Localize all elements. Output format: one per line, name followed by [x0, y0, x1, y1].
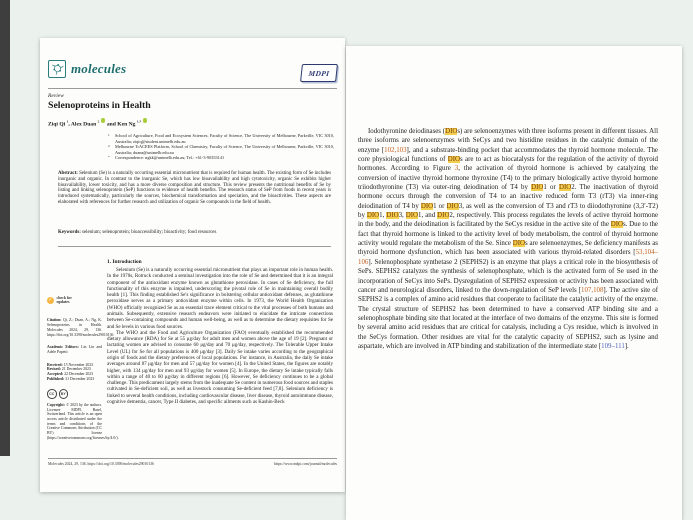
- copyright-text: © 2023 by the authors. Licensee MDPI, Basel, Switzerland. This article is an open access article distributed under the terms and conditions of the Creative Commons Attribution (CC BY) license (https://creativecommons.org/licenses/by/4.0/).: [47, 402, 119, 440]
- section-heading: 1. Introduction: [107, 259, 142, 265]
- academic-editors-label: Academic Editors:: [47, 345, 79, 350]
- paper-page-2: [346, 46, 682, 520]
- academic-editors-block: [47, 345, 102, 354]
- search-highlight: DIO: [445, 128, 458, 135]
- affiliation-marker: *: [108, 155, 110, 160]
- affiliation-text: Melbourne TrACEES Platform, School of Chemistry, Faculty of Science, The University of Melbourne, Parkville, VIC 3010, Australia; duana@unimelb.edu.au: [115, 144, 334, 155]
- text-segment: s) are selenoenzymes with three isoforms present in different tissues. All three isoforms are selenoenzymes with SeCys and two histidine residues in the catalytic domain of the enzyme [: [358, 128, 658, 154]
- body-paragraph: [358, 127, 658, 351]
- search-highlight: DIO: [447, 156, 460, 164]
- search-highlight: DIO: [405, 212, 419, 220]
- accepted-date: Accepted: 22 December 2023: [47, 372, 94, 377]
- text-segment: 1 or: [433, 202, 447, 210]
- page-footer: [48, 462, 337, 466]
- search-highlight: DIO: [366, 212, 380, 220]
- mdpi-logo-badge[interactable]: [300, 64, 338, 82]
- cc-license-icons[interactable]: [47, 389, 102, 399]
- cc-by-icon: BY: [59, 389, 69, 399]
- text-segment: 1, and: [418, 212, 438, 220]
- citation-link[interactable]: 102,103: [384, 146, 407, 154]
- published-date: Published: 31 December 2023: [47, 376, 95, 381]
- check-updates-line1: check for: [56, 296, 72, 300]
- text-segment: 1,: [379, 212, 387, 220]
- intro-paragraph-1: Selenium (Se) is a naturally occurring essential micronutrient that plays an important role in human health. In the 1970s, Rotruck conducted a seminal investigation into the role of Se and determined that it is an integral component of the antioxidant enzyme known as glutathione peroxidase. In cases of Se deficiency, the full functionality of this enzyme is impaired, underscoring the pivotal role of Se in maintaining overall bodily health [1]. This finding established Se's significance in bolstering cellular antioxidant defenses, as glutathione peroxidase serves as a primary antioxidant enzyme within cells. In 1973, the World Health Organization (WHO) officially recognized Se as an essential trace element critical to the vital processes of both humans and animals. Subsequently, extensive research endeavors were initiated to elucidate the intricate connections between Se-containing compounds and human well-being, as well as to determine the dietary requisites for Se and Se levels in various food sources.: [107, 267, 333, 330]
- check-for-updates-label: [57, 296, 72, 304]
- text-segment: , Alex Duan: [68, 121, 98, 128]
- academic-editors-names: Lin Lin and Adele Papetti: [47, 345, 102, 354]
- copyright-notice: [47, 402, 119, 441]
- affiliations-block: [108, 133, 334, 161]
- footer-rule: [48, 458, 337, 459]
- text-segment: 2, respectively. This process regulates the levels of active thyroid hormone in the body, and the deiodination is facilitated by the SeCys residue in the active site of the: [358, 212, 659, 229]
- text-segment: 3, as well as the conversion of T3 and rT3 to diiodothyronine (3,3′-T2) by: [358, 202, 658, 220]
- orcid-icon[interactable]: [143, 118, 148, 123]
- abstract-paragraph: [58, 171, 331, 206]
- affiliation-item: [108, 133, 334, 144]
- keywords-line: [58, 230, 331, 236]
- viewer-edge-strip: [0, 0, 10, 456]
- revised-date: Revised: 21 December 2023: [47, 367, 91, 372]
- footer-doi-link[interactable]: Molecules 2024, 29, 136. https://doi.org/10.3390/molecules29010136: [48, 462, 154, 466]
- affiliation-text: School of Agriculture, Food and Ecosystem Sciences, Faculty of Science, The University of Melbourne, Parkville, VIC 3010, Australia; ziqiq@student.unimelb.edu.au: [115, 133, 334, 144]
- correspondence-text[interactable]: Correspondence: ngkk@unimelb.edu.au; Tel.: +61-3-90353141: [115, 155, 225, 160]
- article-type-label: Review: [48, 93, 64, 99]
- text-segment: ]. The active site of SEPHS2 is a complex of amino acid residues that cooperate to facilitate the catalytic activity of the enzyme. The crystal structure of SEPHS2 has been determined to have a conserved ATP binding site and a selenophosphate binding site that located at the interface of two domains of the enzyme. This site is formed by several amino acid residues that are critical for catalysis, including a Cys residue, which is involved in the SeCys formation. Other residues are vital for the catalytic capacity of SEPHS2, such as lysine and aspartate, which are involved in ATP binding and stabilization of the intermediate state [: [358, 286, 658, 350]
- copyright-label: Copyright:: [47, 402, 65, 407]
- text-segment: s. Due to the fact that thyroid hormone is linked to the activity level of body metabolism, the control of thyroid hormone activity would regulate the metabolism of the Se. Since: [358, 221, 658, 248]
- text-segment: and Ken Ng: [105, 121, 137, 128]
- text-segment: ]. Selenophosphate synthetase 2 (SEPHS2) is an enzyme that plays a critical role in the biosynthesis of SePs. SEPHS2 catalyzes the synthesis of selenophosphate, which is the activated form of Se used in the incorporation of SeCys into SePs. Dysregulation of SEPHS2 expression or activity has been associated with cancer and neurological disorders, linked to the down-regulation of SeP levels [: [358, 258, 658, 294]
- text-segment: ].: [624, 342, 629, 350]
- citation-text[interactable]: Qi, Z.; Duan, A.; Ng, K. Selenoproteins in Health. Molecules 2024, 29, 136. https://doi.org/10.3390/molecules29010136: [47, 318, 114, 337]
- text-segment: 2. The inactivation of thyroid hormone occurs through the conversion of T4 to an inactive reduced form T3 (rT3) via inner-ring deiodination of T4 by: [358, 184, 658, 210]
- search-highlight: DIO: [386, 212, 399, 220]
- search-highlight: DIO: [531, 184, 544, 192]
- text-segment: s are selenoenzymes, Se deficiency manifests as thyroid hormone dysfunction, which has been associated with various thyroid-related disorders [: [358, 240, 658, 257]
- search-highlight: DIO: [437, 212, 450, 220]
- abstract-text: Selenium (Se) is a naturally occurring essential micronutrient that is required for human health. The existing form of Se includes inorganic and organic. In contrast to the inorganic Se, which has low bioavailability and high cytotoxicity, organic Se exhibits higher bioavailability, lower toxicity, and has a more diverse composition and structure. This review presents the nutritional benefits of Se by listing and linking selenoprotein (SeP) functions to evidence of health benefits. The research status of SeP from foods in recent years is introduced systematically, particularly the sources, biochemical transformation and speciation, and the bioactivities. These aspects are elaborated with references for further research and utilization of organic Se compounds in the field of health.: [58, 171, 331, 205]
- molecules-logo-icon: [48, 60, 66, 78]
- received-date: Received: 15 November 2023: [47, 362, 94, 367]
- introduction-body: [107, 267, 333, 405]
- affiliation-item: [108, 155, 334, 161]
- paper-page-1: [40, 38, 345, 492]
- header-rule: [48, 88, 337, 89]
- article-title: Selenoproteins in Health: [48, 99, 151, 111]
- citation-link[interactable]: 109–111: [601, 342, 625, 350]
- check-for-updates-badge[interactable]: [47, 296, 102, 304]
- text-segment: 1 or: [543, 184, 559, 192]
- text-segment: ], and a substrate-binding pocket that accommodates the thyroid hormone molecule. The core physiological functions of: [358, 146, 658, 164]
- citation-link[interactable]: 53,104–106: [358, 249, 658, 266]
- search-highlight: DIO: [610, 221, 623, 229]
- cc-icon: CC: [47, 389, 57, 399]
- text-segment: 1,*: [136, 119, 142, 124]
- text-segment: , the activation of thyroid hormone is achieved by catalyzing the conversion of inactive thyroid hormone thyroxine (T4) to the primary biologically active thyroid hormone triiodothyronine (T3) via outer-ring deiodination of T4 by: [358, 165, 658, 192]
- text-segment: Ziqi Qi: [48, 121, 67, 128]
- affiliation-marker: 2: [108, 144, 110, 149]
- mdpi-logo-text: MDPI: [308, 68, 330, 78]
- first-page-sidebar: [47, 296, 119, 449]
- check-icon: ✓: [48, 297, 53, 303]
- citation-link[interactable]: 107,108: [581, 286, 604, 294]
- text-segment: s are to act as biocatalysts for the regulation of the activity of thyroid hormones. According to Figure: [358, 156, 658, 173]
- text-segment: Iodothyronine deiodinases (: [368, 128, 446, 135]
- keywords-label: Keywords:: [58, 230, 81, 235]
- text-segment: 2: [97, 119, 100, 124]
- authors-line: [48, 118, 147, 127]
- journal-logo: [48, 60, 126, 78]
- check-updates-line2: updates: [56, 300, 70, 305]
- text-segment: 3,: [398, 212, 406, 220]
- citation-block: [47, 318, 114, 337]
- journal-name: molecules: [71, 61, 127, 76]
- abstract-divider-rule: [58, 246, 331, 247]
- search-highlight: DIO: [446, 202, 459, 210]
- citation-label: Citation:: [47, 318, 62, 323]
- search-highlight: DIO: [512, 240, 526, 248]
- keywords-text: selenium; selenoprotein; bioaccessibility; bioactivity; food resources: [80, 230, 217, 235]
- affiliation-marker: 1: [108, 133, 110, 138]
- intro-paragraph-2: The WHO and the Food and Agriculture Organization (FAO) eventually established the recommended dietary allowance (RDA) for Se at 55 μg/day for adult men and women above the age of 19 [2]. Pregnant or lactating women are advised to consume 60 μg/day and 70 μg/day, respectively. The Tolerable Upper Intake Level (UL) for Se for all populations is 400 μg/day [3]. Daily Se intake varies according to the geographical origin of foods and the dietary preferences of local populations. For instance, in Australia, the daily Se intake averages around 87 μg/day for men and 57 μg/day for women [4]. In the United States, the figures are notably higher, with 134 μg/day for men and 93 μg/day for women [5]. In Europe, the dietary Se intake typically falls within a range of 40 to 60 μg/day in different regions [6]. However, Se deficiency continues to be a global challenge. This predicament largely stems from the inadequate Se content in numerous food sources and staples cultivated in Se-deficient soil, as well as livestock consuming Se-deficient feed [7,8]. Selenium deficiency is linked to several health conditions, including cardiovascular disease, liver disease, thyroid autoimmune disease, cognitive dementia, cancer, Type II diabetes, and specific ailments such as Kashin-Beck: [107, 329, 333, 405]
- abstract-label: Abstract:: [58, 171, 78, 176]
- footer-journal-url[interactable]: https://www.mdpi.com/journal/molecules: [273, 462, 337, 466]
- text-segment: 1: [66, 119, 69, 124]
- search-highlight: DIO: [420, 202, 434, 210]
- affiliation-item: [108, 144, 334, 155]
- search-highlight: DIO: [558, 184, 572, 192]
- citation-link[interactable]: 3: [454, 165, 459, 173]
- article-dates-block: [47, 363, 102, 382]
